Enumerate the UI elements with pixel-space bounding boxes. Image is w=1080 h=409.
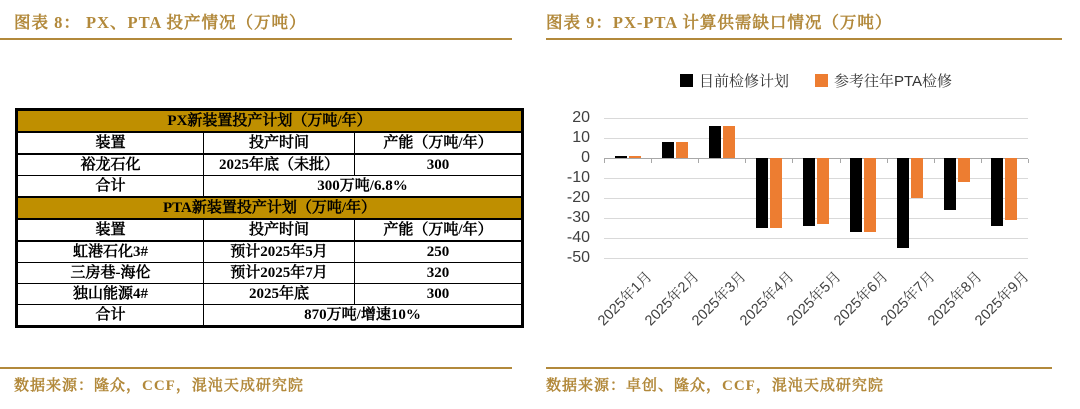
bar-参考往年PTA检修-2025年8月 [958, 158, 970, 182]
x-axis-label: 2025年3月 [689, 268, 750, 330]
table-row [17, 263, 523, 284]
x-axis-label: 2025年9月 [972, 268, 1033, 330]
figure9-title-rule [546, 38, 1062, 40]
figure8-source-rule [0, 367, 512, 369]
column-header: 投产时间 [204, 132, 355, 154]
bar-目前检修计划-2025年5月 [803, 158, 815, 226]
total-label: 合计 [17, 176, 204, 198]
table-row [17, 284, 523, 305]
px-pta-capacity-table [15, 108, 524, 328]
column-header: 产能（万吨/年） [355, 219, 523, 241]
bar-参考往年PTA检修-2025年2月 [676, 142, 688, 158]
axis-tick [745, 159, 746, 163]
bar-参考往年PTA检修-2025年1月 [629, 156, 641, 158]
bar-目前检修计划-2025年4月 [756, 158, 768, 228]
table-cell: 300 [355, 284, 523, 305]
table-row [17, 219, 523, 241]
legend-item [815, 70, 952, 91]
y-gridline [604, 118, 1028, 119]
pta-section-header: PTA新装置投产计划（万吨/年） [17, 197, 523, 219]
figure9-title: 图表 9：PX-PTA 计算供需缺口情况（万吨） [546, 13, 893, 32]
bar-参考往年PTA检修-2025年3月 [723, 126, 735, 158]
axis-tick [651, 159, 652, 163]
y-axis-tick-label: 10 [572, 129, 590, 146]
axis-tick [887, 159, 888, 163]
x-axis-label: 2025年8月 [925, 268, 986, 330]
y-gridline [604, 238, 1028, 239]
table-cell: 预计2025年7月 [204, 263, 355, 284]
legend-swatch [815, 74, 828, 87]
legend-label: 参考往年PTA检修 [833, 73, 953, 90]
x-axis-label: 2025年2月 [642, 268, 703, 330]
column-header: 产能（万吨/年） [355, 132, 523, 154]
axis-tick [604, 159, 605, 163]
x-axis-label: 2025年1月 [595, 268, 656, 330]
bar-目前检修计划-2025年9月 [991, 158, 1003, 226]
table-cell: 300 [355, 154, 523, 176]
figure9-source-rule [546, 367, 1052, 369]
y-gridline [604, 258, 1028, 259]
table-row [17, 176, 523, 198]
bar-参考往年PTA检修-2025年4月 [770, 158, 782, 228]
axis-tick [698, 159, 699, 163]
x-axis-label: 2025年7月 [878, 268, 939, 330]
y-gridline [604, 198, 1028, 199]
bar-目前检修计划-2025年6月 [850, 158, 862, 232]
y-axis-tick-label: -40 [566, 229, 590, 246]
axis-tick [934, 159, 935, 163]
bar-目前检修计划-2025年7月 [897, 158, 909, 248]
table-cell: 三房巷-海伦 [17, 263, 204, 284]
y-gridline [604, 218, 1028, 219]
bar-目前检修计划-2025年1月 [615, 156, 627, 158]
x-axis-label: 2025年4月 [736, 268, 798, 330]
y-axis-tick-label: 0 [581, 149, 590, 166]
x-axis-label: 2025年6月 [830, 268, 892, 330]
table-row [17, 154, 523, 176]
bar-参考往年PTA检修-2025年7月 [911, 158, 923, 198]
table-cell: 2025年底（未批） [204, 154, 355, 176]
table-row [17, 305, 523, 327]
table-cell: 独山能源4# [17, 284, 204, 305]
bar-参考往年PTA检修-2025年9月 [1005, 158, 1017, 220]
bar-目前检修计划-2025年2月 [662, 142, 674, 158]
y-gridline [604, 138, 1028, 139]
axis-tick [840, 159, 841, 163]
y-axis-tick-label: -20 [566, 189, 590, 206]
table-cell: 虹港石化3# [17, 241, 204, 263]
y-axis-tick-label: -30 [566, 209, 590, 226]
bar-参考往年PTA检修-2025年6月 [864, 158, 876, 232]
y-axis-tick-label: -50 [566, 249, 590, 266]
figure8-source: 数据来源：隆众，CCF，混沌天成研究院 [14, 378, 304, 394]
table-cell: 预计2025年5月 [204, 241, 355, 263]
axis-tick [981, 159, 982, 163]
table-cell: 250 [355, 241, 523, 263]
table-cell: 320 [355, 263, 523, 284]
bar-目前检修计划-2025年3月 [709, 126, 721, 158]
total-value: 870万吨/增速10% [204, 305, 523, 327]
x-axis-label: 2025年5月 [783, 268, 845, 330]
figure8-title: 图表 8： PX、PTA 投产情况（万吨） [14, 13, 307, 32]
y-axis-tick-label: -10 [566, 169, 590, 186]
chart-legend [604, 70, 1028, 91]
table-cell: 裕龙石化 [17, 154, 204, 176]
table-row [17, 241, 523, 263]
figure9-source: 数据来源：卓创、隆众，CCF，混沌天成研究院 [546, 378, 884, 394]
axis-tick [1028, 159, 1029, 163]
legend-swatch [680, 74, 693, 87]
y-axis-tick-label: 20 [572, 109, 590, 126]
figure8-title-rule [0, 38, 512, 40]
px-section-header: PX新装置投产计划（万吨/年） [17, 110, 523, 133]
column-header: 装置 [17, 219, 204, 241]
table-row [17, 132, 523, 154]
axis-tick [792, 159, 793, 163]
column-header: 投产时间 [204, 219, 355, 241]
table-row [17, 110, 523, 133]
legend-label: 目前检修计划 [698, 73, 789, 90]
bar-目前检修计划-2025年8月 [944, 158, 956, 210]
column-header: 装置 [17, 132, 204, 154]
supply-demand-gap-chart [545, 55, 1080, 409]
bar-参考往年PTA检修-2025年5月 [817, 158, 829, 224]
legend-item [680, 70, 789, 91]
total-value: 300万吨/6.8% [204, 176, 523, 198]
total-label: 合计 [17, 305, 204, 327]
table-row [17, 197, 523, 219]
table-cell: 2025年底 [204, 284, 355, 305]
